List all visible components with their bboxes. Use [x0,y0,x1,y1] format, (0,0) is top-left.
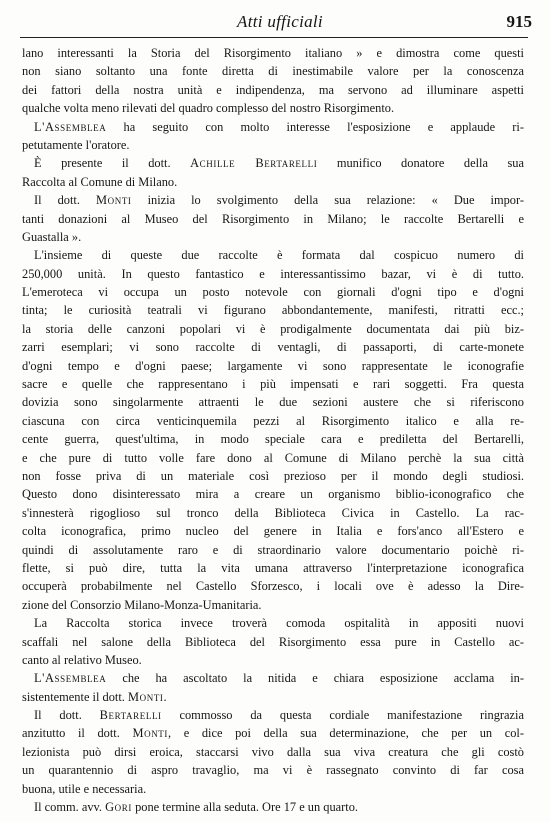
paragraph [22,669,524,706]
text-line: cente guerra, quest'ultima, in modo speciale cara e prediletta del Bertarelli, [22,432,524,447]
paragraph [22,44,524,118]
text-line: non siano soltanto una fonte diretta di inestimabile valore per la conoscenza [22,64,524,79]
text-run: anzitutto il dott. [22,726,133,741]
text-line: e che pure di tutto volle fare dono al Comune di Milano perchè la sua città [22,450,524,465]
text-line: scaffali nel salone della Biblioteca del Risorgimento essa pure in Castello ac- [22,634,524,649]
person-name: Bertarelli [99,708,162,723]
text-line: d'ogni tempo e d'ogni paese; largamente vi sono rappresentate le iconografie [22,358,524,373]
person-name: Monti [96,193,132,208]
text-line: colta iconografica, primo nucleo del genere in Italia e fors'anco all'Estero e [22,524,524,539]
person-name: L'Assemblea [34,119,107,134]
paragraph [22,246,524,614]
page-header [20,10,540,36]
text-run: È presente il dott. [34,156,191,171]
person-name: Monti. [128,689,168,704]
text-line: tinta; le curiosità teatrali vi figurano abbondantemente, manifesti, ritratti ecc.; [22,303,524,318]
text-line [22,154,524,172]
text-run: Il dott. [34,193,97,208]
text-line: s'innesterà rigoglioso sul tronco della Biblioteca Civica in Castello. La rac- [22,505,524,520]
text-line: zione del Consorzio Milano-Monza-Umanitaria. [22,597,262,612]
text-line [22,669,524,687]
text-run: ha seguito con molto interesse l'esposizione e applaude ri- [106,119,524,134]
text-run: sistentemente il dott. [22,689,128,704]
text-line: lano interessanti la Storia del Risorgimento italiano » e dimostra come questi [22,46,524,60]
text-run: , e dice poi della sua determinazione, che per un col- [168,726,524,741]
text-run: commosso da questa cordiale manifestazione ringrazia [161,708,524,723]
paragraph [22,798,524,816]
person-name: Achille Bertarelli [190,156,318,171]
text-line: Raccolta al Comune di Milano. [22,174,178,189]
running-title: Atti ufficiali [237,12,323,31]
paragraph [22,118,524,155]
text-line: quindi di assolutamente raro e di straordinario valore documentario poichè ri- [22,542,524,557]
person-name: L'Assemblea [34,671,107,686]
text-line: lezionista può dirsi eroica, staccarsi vivo dalla sua viva creatura che gli costò [22,744,524,759]
text-line: buona, utile e necessaria. [22,781,147,796]
text-line: ciascuna con circa venticinquemila pezzi al Risorgimento italico e alla re- [22,413,524,428]
text-line: dei fattori della nostra unità e indipendenza, ma servono ad illuminare aspetti [22,82,524,97]
text-line [22,798,524,816]
text-line: La Raccolta storica invece troverà comoda ospitalità in appositi nuovi [34,616,524,631]
person-name: Monti [132,726,168,741]
text-line [22,706,524,724]
text-run: munifico donatore della sua [317,156,524,171]
paragraph [22,614,524,669]
paragraph [22,191,524,246]
header-rule [20,37,528,38]
text-line: petutamente l'oratore. [22,137,130,152]
text-line: L'insieme di queste due raccolte è formata dal cospicuo numero di [34,248,524,263]
document-body [22,44,524,816]
text-run: Il comm. avv. [34,800,106,815]
text-line: 250,000 unità. In questo fantastico e interessantissimo bazar, vi è di tutto. [22,266,524,281]
text-line: zarri esemplari; vi sono raccolte di ventagli, di passaporti, di carte-monete [22,340,524,355]
person-name: Gori [105,800,132,815]
text-line: Questo dono disinteressato mira a creare un organismo biblio-iconografico che [22,487,524,502]
text-line: la storia delle canzoni popolari vi è prodigalmente documentata dai più biz- [22,321,524,336]
text-line: flette, si può dire, tutta la vita umana attraverso l'interpretazione iconografica [22,560,524,575]
paragraph [22,154,524,191]
text-line: un quarantennio di aspro travaglio, ma vi è rassegnato convinto di far cosa [22,763,524,778]
text-line: qualche volta meno rilevati del quadro complesso del nostro Risorgimento. [22,101,395,116]
paragraph [22,706,524,798]
text-line [22,688,524,706]
text-line: sacre e quelle che rappresentano i più impensati e rari soggetti. Fra questa [22,377,524,392]
text-run: Il dott. [34,708,100,723]
text-line: dovizia sono singolarmente attraenti le due sezioni austere che si riferiscono [22,395,524,410]
text-run: inizia lo svolgimento della sua relazione: « Due impor- [131,193,524,208]
text-line [22,118,524,136]
text-line: Guastalla ». [22,229,82,244]
text-line [22,191,524,209]
text-line: non fosse priva di un materiale così prezioso per il mondo degli studiosi. [22,468,524,483]
page-number: 915 [506,12,532,31]
text-line: occuperà probabilmente nel Castello Sforzesco, i locali ove è adesso la Dire- [22,579,524,594]
text-line: canto al relativo Museo. [22,652,142,667]
text-line: L'emeroteca vi occupa un posto notevole con giornali d'ogni tipo e d'ogni [22,285,524,300]
text-run: pone termine alla seduta. Ore 17 e un quarto. [131,800,359,815]
text-line: tanti donazioni al Museo del Risorgimento in Milano; le raccolte Bertarelli e [22,211,524,226]
text-run: che ha ascoltato la nitida e chiara esposizione acclama in- [106,671,524,686]
text-line [22,724,524,742]
